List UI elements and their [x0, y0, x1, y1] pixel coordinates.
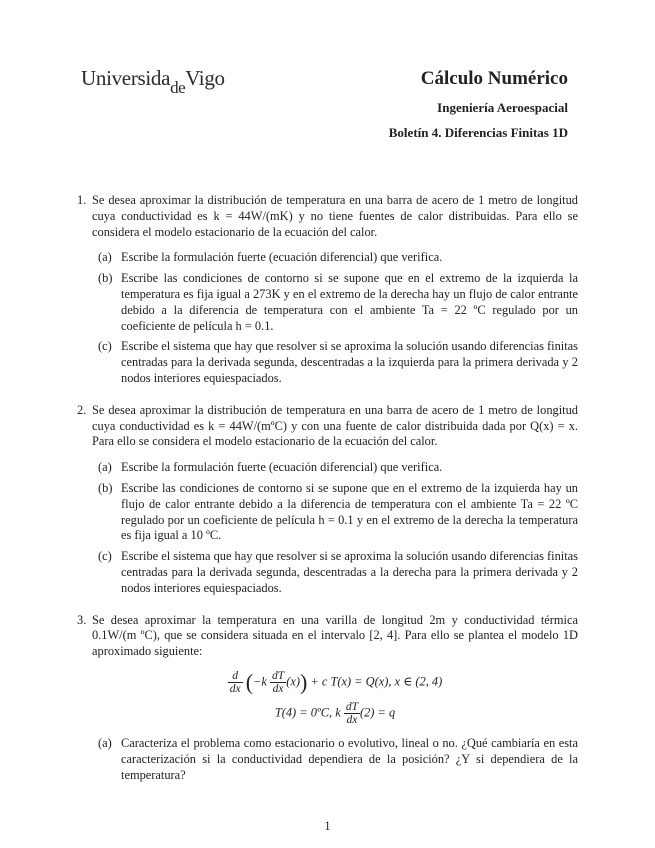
problem-1-part-b: (b) Escribe las condiciones de contorno si se supone que en el extremo de la izquierda la temperatura es fija igual a 273K y en el extremo de la derecha hay un flujo de calor entrante debido a la diferencia de temperatura con el ambiente Ta = 22 ºC regulado por un coeficiente de película h = 0.1. [98, 271, 578, 333]
problem-3: 3. Se desea aproximar la temperatura en una varilla de longitud 2m y conductividad térmica 0.1W/(m ºC), que se considera situada en el intervalo [2, 4]. Para ello se plantea el modelo 1D aproximado siguiente: $\frac{d}{dx}$ (−k $\frac{dT}{dx}$ (x)) + c T(x) = Q(x), x ∈ (2, 4) T(4) = 0ºC, k $\frac{dT}{dx}$ (2) = q (a) Caracteriza el problema como estacionario o evolutivo, lineal o no. ¿Qué cambiaría en esta caracterización si la conductividad dependiera de la posición? ¿Y si dependiera de la temperatura? [77, 612, 578, 782]
problem-2-statement: Se desea aproximar la distribución de temperatura en una barra de acero de 1 metro de longitud cuya conductividad es k = 44W/(mºC) y con una fuente de calor distribuida dada por Q(x) = x. Para ello se considera el modelo estacionario de la ecuación del calor. [92, 402, 578, 449]
page-number: 1 [324, 819, 331, 833]
problem-2: 2. Se desea aproximar la distribución de temperatura en una barra de acero de 1 metro de longitud cuya conductividad es k = 44W/(mºC) y con una fuente de calor distribuida dada por Q(x) = x. Para ello se considera el modelo estacionario de la ecuación del calor. (a) Escribe la formulación fuerte (ecuación diferencial) que verifica. (b) Escribe las condiciones de contorno si se supone que en el extremo de la izquierda hay un flujo de calor entrante debido a la diferencia de temperatura con el ambiente Ta = 22 ºC regulado por un coeficiente de película h = 0.1 y en el extremo de la derecha la temperatura es fija igual a 10 ºC. (c) Escribe el sistema que hay que resolver si se aproxima la solución usando diferencias finitas centradas para la derivada segunda, descentradas a la derecha para la primera derivada y 2 nodos interiores equiespaciados. [77, 402, 578, 595]
problem-3-part-a: (a) Caracteriza el problema como estacionario o evolutivo, lineal o no. ¿Qué cambiaría en esta caracterización si la conductividad dependiera de la posición? ¿Y si dependiera de la temperatura? [98, 735, 578, 782]
problem-3-parts [92, 736, 578, 783]
problem-1-part-c: (c) Escribe el sistema que hay que resolver si se aproxima la solución usando diferencias finitas centradas para la derivada segunda, descentradas a la izquierda para la primera derivada y 2 nodos interiores equiespaciados. [98, 339, 578, 385]
problem-1-part-a: (a) Escribe la formulación fuerte (ecuación diferencial) que verifica. [98, 250, 443, 265]
model-equation: $\frac{d}{dx}$ (−k $\frac{dT}{dx}$ (x)) + c T(x) = Q(x), x ∈ (2, 4) [229, 669, 443, 695]
problem-2-part-b: (b) Escribe las condiciones de contorno si se supone que en el extremo de la izquierda hay un flujo de calor entrante debido a la diferencia de temperatura con el ambiente Ta = 22 ºC regulado por un coeficiente de película h = 0.1 y en el extremo de la derecha la temperatura es fija igual a 10 ºC. [98, 480, 578, 543]
boundary-conditions: T(4) = 0ºC, k $\frac{dT}{dx}$ (2) = q [274, 700, 396, 726]
problem-3-statement: Se desea aproximar la temperatura en una varilla de longitud 2m y conductividad térmica 0.1W/(m ºC), que se considera situada en el intervalo [2, 4]. Para ello se plantea el modelo 1D aproximado siguiente: [92, 612, 578, 659]
problem-1-parts [92, 250, 578, 386]
degree-name: Ingeniería Aeroespacial [437, 100, 568, 115]
boletin-title: Boletín 4. Diferencias Finitas 1D [388, 125, 568, 140]
problem-list [77, 193, 578, 788]
problem-1-statement: Se desea aproximar la distribución de temperatura en una barra de acero de 1 metro de longitud cuya conductividad es k = 44W/(mK) y no tiene fuentes de calor distribuidas. Para ello se considera el modelo estacionario de la ecuación del calor. [92, 193, 578, 239]
course-title: Cálculo Numérico [420, 68, 568, 89]
university-logo: Universida$_{de}$Vigo [81, 66, 225, 97]
problem-2-part-a: (a) Escribe la formulación fuerte (ecuación diferencial) que verifica. [98, 460, 443, 475]
problem-1: 1. Se desea aproximar la distribución de temperatura en una barra de acero de 1 metro de longitud cuya conductividad es k = 44W/(mK) y no tiene fuentes de calor distribuidas. Para ello se considera el modelo estacionario de la ecuación del calor. (a) Escribe la formulación fuerte (ecuación diferencial) que verifica. (b) Escribe las condiciones de contorno si se supone que en el extremo de la izquierda la temperatura es fija igual a 273K y en el extremo de la derecha hay un flujo de calor entrante debido a la diferencia de temperatura con el ambiente Ta = 22 ºC regulado por un coeficiente de película h = 0.1. (c) Escribe el sistema que hay que resolver si se aproxima la solución usando diferencias finitas centradas para la derivada segunda, descentradas a la izquierda para la primera derivada y 2 nodos interiores equiespaciados. [77, 193, 578, 385]
problem-2-part-c: (c) Escribe el sistema que hay que resolver si se aproxima la solución usando diferencias finitas centradas para la derivada segunda, descentradas a la derecha para la primera derivada y 2 nodos interiores equiespaciados. [98, 549, 578, 595]
problem-2-parts [92, 460, 578, 596]
